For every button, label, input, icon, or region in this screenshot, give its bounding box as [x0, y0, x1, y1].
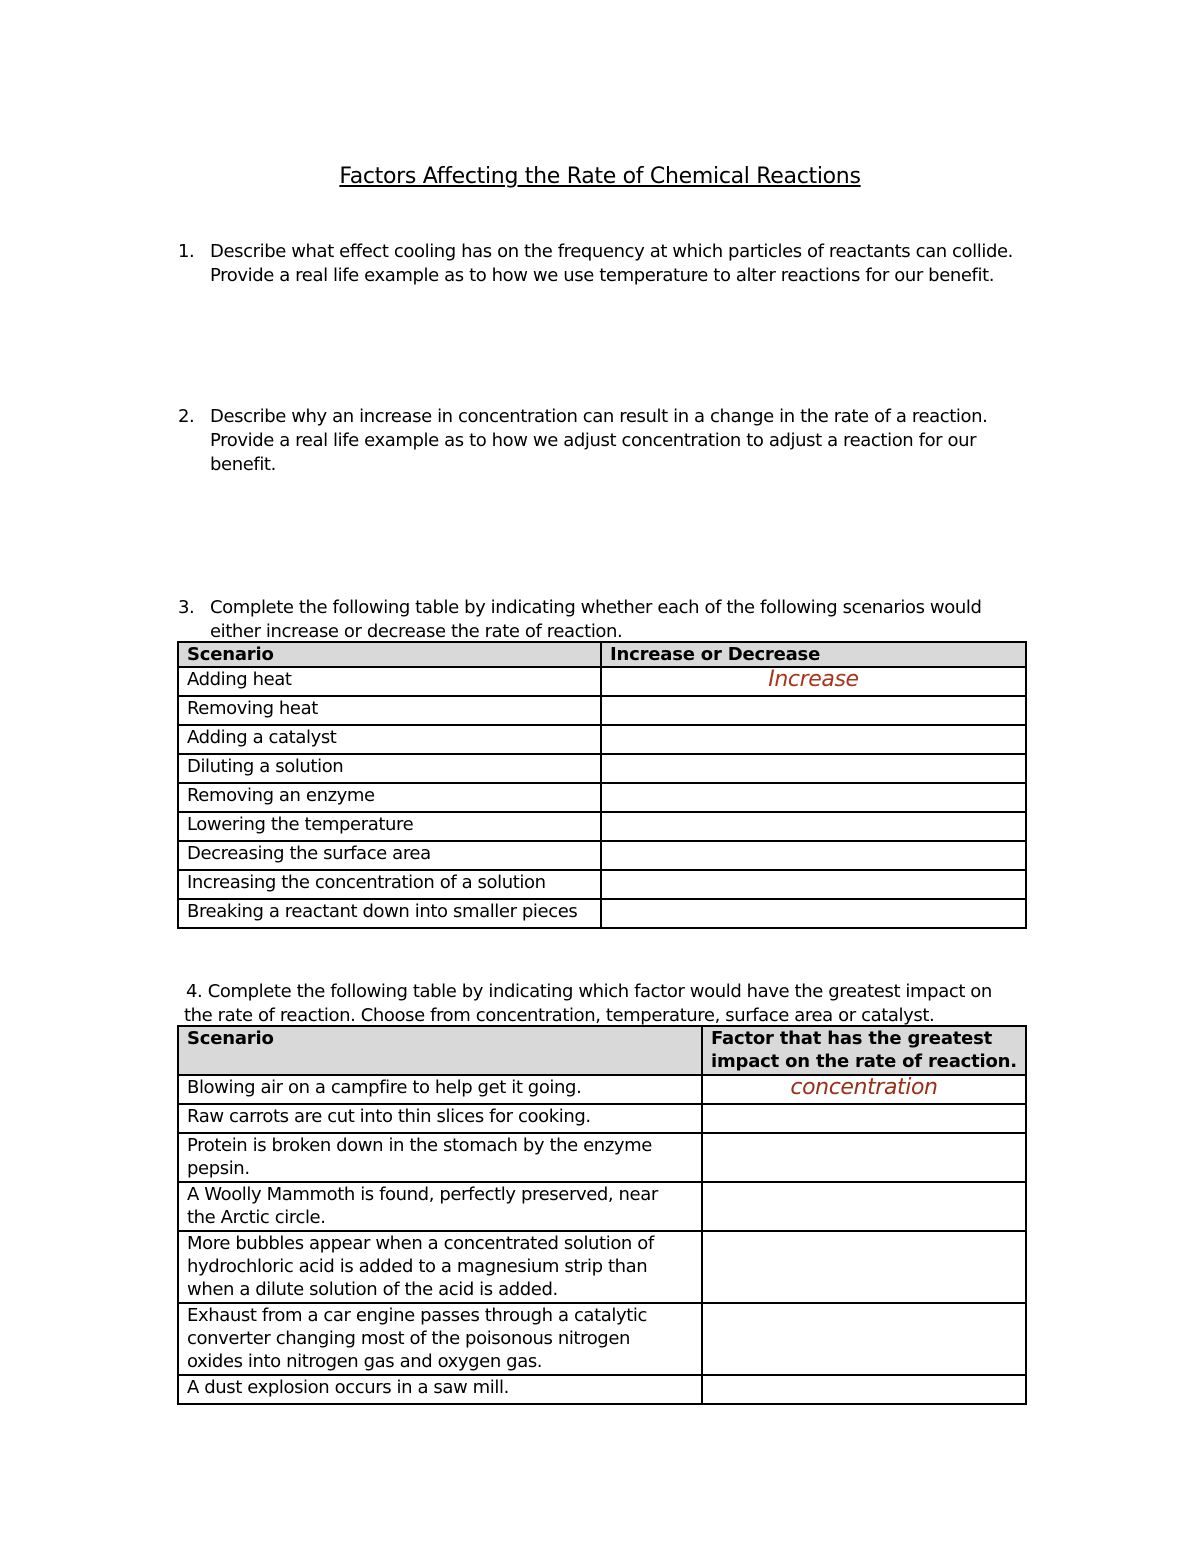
- scenario-cell: [178, 1104, 702, 1133]
- answer-cell[interactable]: [601, 841, 1026, 870]
- scenario-cell: Decreasing the surface area: [178, 841, 601, 870]
- scenario-line: Exhaust from a car engine passes through a catalytic: [187, 1305, 647, 1326]
- answer-cell[interactable]: Increase: [601, 667, 1026, 696]
- scenario-line: hydrochloric acid is added to a magnesium strip than: [187, 1256, 648, 1277]
- scenario-cell: Lowering the temperature: [178, 812, 601, 841]
- table-row: [178, 1182, 1026, 1231]
- table-header-row: [178, 1026, 1026, 1075]
- table-row: [178, 1133, 1026, 1182]
- table-row: [178, 870, 1026, 899]
- question-3: [178, 596, 1048, 644]
- answer-cell[interactable]: [601, 899, 1026, 928]
- table-row: [178, 1303, 1026, 1375]
- table-row: [178, 725, 1026, 754]
- answer-cell[interactable]: [702, 1303, 1026, 1375]
- table-row: [178, 812, 1026, 841]
- table-row: [178, 667, 1026, 696]
- scenario-cell: Removing an enzyme: [178, 783, 601, 812]
- table-header-row: [178, 642, 1026, 667]
- question-text: [210, 405, 987, 477]
- question-line: Provide a real life example as to how we adjust concentration to adjust a reaction for our: [210, 430, 977, 451]
- scenario-line: Raw carrots are cut into thin slices for cooking.: [187, 1106, 591, 1127]
- column-header-greatest-factor: [702, 1026, 1026, 1075]
- scenario-line: More bubbles appear when a concentrated solution of: [187, 1233, 654, 1254]
- header-line: Factor that has the greatest: [711, 1028, 993, 1049]
- table-row: [178, 1104, 1026, 1133]
- table-row: [178, 1375, 1026, 1404]
- answer-cell[interactable]: [702, 1231, 1026, 1303]
- scenario-line: the Arctic circle.: [187, 1207, 326, 1228]
- answer-cell[interactable]: [702, 1133, 1026, 1182]
- table-row: [178, 1231, 1026, 1303]
- scenario-cell: Adding heat: [178, 667, 601, 696]
- scenario-cell: [178, 1133, 702, 1182]
- question-4: [186, 980, 1046, 1028]
- scenario-cell: [178, 1182, 702, 1231]
- table-row: [178, 783, 1026, 812]
- scenario-cell: [178, 1303, 702, 1375]
- question-2: [178, 405, 1048, 479]
- table-row: [178, 754, 1026, 783]
- table-row: [178, 1075, 1026, 1104]
- scenario-line: when a dilute solution of the acid is added.: [187, 1279, 558, 1300]
- question-line: either increase or decrease the rate of reaction.: [210, 621, 623, 642]
- answer-cell[interactable]: [601, 812, 1026, 841]
- scenario-cell: Increasing the concentration of a solution: [178, 870, 601, 899]
- question-line: Describe what effect cooling has on the frequency at which particles of reactants can collide.: [210, 241, 1013, 262]
- answer-cell[interactable]: [702, 1375, 1026, 1404]
- header-line: impact on the rate of reaction.: [711, 1051, 1017, 1072]
- scenario-cell: Adding a catalyst: [178, 725, 601, 754]
- question-line: Complete the following table by indicating whether each of the following scenarios would: [210, 597, 982, 618]
- question-text: [210, 240, 1013, 288]
- page-title: Factors Affecting the Rate of Chemical Reactions: [339, 164, 861, 189]
- scenario-line: pepsin.: [187, 1158, 250, 1179]
- scenario-cell: Removing heat: [178, 696, 601, 725]
- answer-cell[interactable]: [702, 1104, 1026, 1133]
- table-row: [178, 696, 1026, 725]
- table-row: [178, 841, 1026, 870]
- question-line: benefit.: [210, 454, 276, 475]
- scenario-cell: [178, 1375, 702, 1404]
- question-number: 3.: [178, 597, 195, 618]
- column-header-increase-or-decrease: Increase or Decrease: [601, 642, 1026, 667]
- question-number: 2.: [178, 406, 195, 427]
- answer-cell[interactable]: [601, 725, 1026, 754]
- column-header-scenario: Scenario: [178, 1026, 702, 1075]
- column-header-scenario: Scenario: [178, 642, 601, 667]
- rate-change-table: [177, 641, 1027, 929]
- question-number: 1.: [178, 241, 195, 262]
- scenario-line: A dust explosion occurs in a saw mill.: [187, 1377, 509, 1398]
- question-1: [178, 240, 1048, 290]
- scenario-cell: [178, 1075, 702, 1104]
- scenario-line: oxides into nitrogen gas and oxygen gas.: [187, 1351, 543, 1372]
- question-line: Describe why an increase in concentration can result in a change in the rate of a reaction.: [210, 406, 988, 427]
- answer-cell[interactable]: concentration: [702, 1075, 1026, 1104]
- answer-cell[interactable]: [702, 1182, 1026, 1231]
- scenario-line: converter changing most of the poisonous nitrogen: [187, 1328, 631, 1349]
- answer-cell[interactable]: [601, 783, 1026, 812]
- question-line: the rate of reaction. Choose from concentration, temperature, surface area or catalyst.: [184, 1005, 935, 1026]
- scenario-line: Blowing air on a campfire to help get it going.: [187, 1077, 582, 1098]
- answer-cell[interactable]: [601, 754, 1026, 783]
- answer-cell[interactable]: [601, 696, 1026, 725]
- question-line: 4. Complete the following table by indicating which factor would have the greatest impact on: [186, 981, 992, 1002]
- scenario-line: Protein is broken down in the stomach by the enzyme: [187, 1135, 652, 1156]
- scenario-cell: Breaking a reactant down into smaller pieces: [178, 899, 601, 928]
- answer-cell[interactable]: [601, 870, 1026, 899]
- question-line: Provide a real life example as to how we use temperature to alter reactions for our benefit.: [210, 265, 995, 286]
- scenario-cell: [178, 1231, 702, 1303]
- greatest-factor-table: [177, 1025, 1027, 1405]
- question-text: [210, 596, 982, 644]
- scenario-cell: Diluting a solution: [178, 754, 601, 783]
- table-row: [178, 899, 1026, 928]
- scenario-line: A Woolly Mammoth is found, perfectly preserved, near: [187, 1184, 658, 1205]
